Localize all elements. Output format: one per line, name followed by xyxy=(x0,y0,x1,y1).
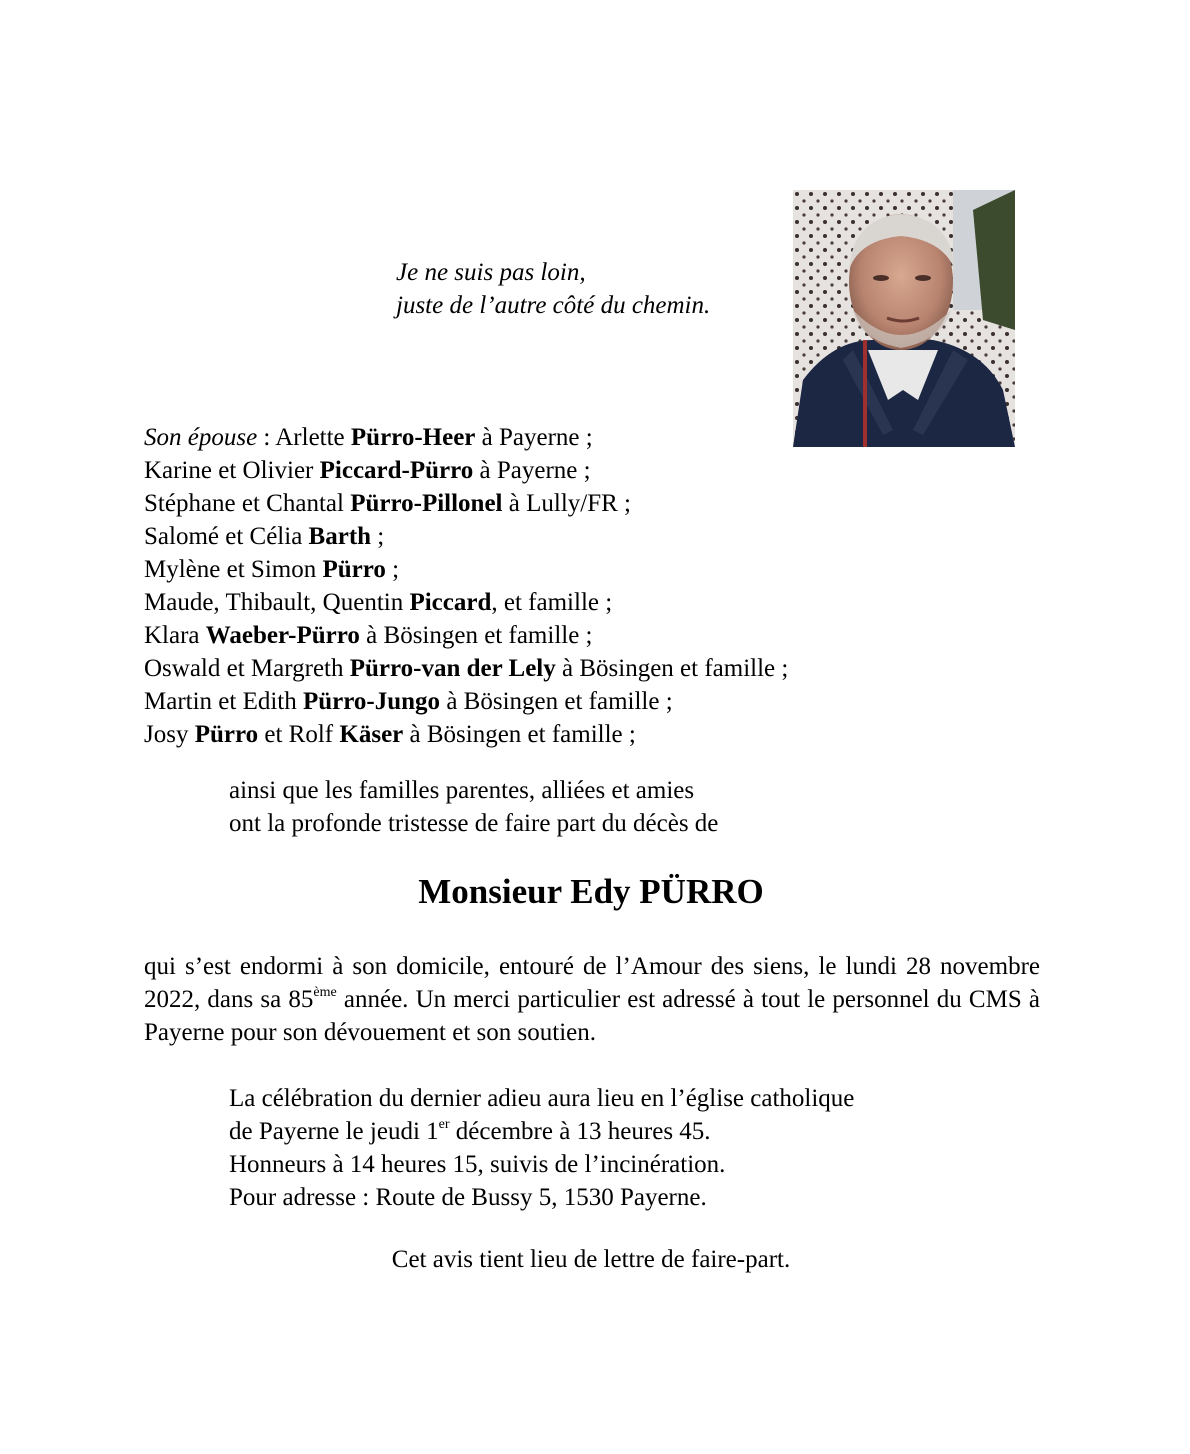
family-text: à Bösingen et famille ; xyxy=(555,655,789,682)
family-member-line xyxy=(144,652,788,685)
family-surname: Piccard-Pürro xyxy=(319,457,474,484)
ceremony-line xyxy=(229,1115,854,1148)
family-list xyxy=(144,421,788,751)
family-text: à Bösingen et famille ; xyxy=(440,688,673,715)
ceremony-line: La célébration du dernier adieu aura lieu en l’église catholique xyxy=(229,1085,855,1112)
ordinal-suffix: er xyxy=(438,1117,450,1132)
family-text: Josy xyxy=(144,721,195,748)
ceremony-address: Pour adresse : Route de Bussy 5, 1530 Payerne. xyxy=(229,1184,707,1211)
quote-line: Je ne suis pas loin, xyxy=(396,259,586,286)
paragraph-text: qui s’est endormi à son domicile, entouré de l’Amour des siens, le lundi 28 novembre 2022, dans sa 85 xyxy=(144,953,1040,1013)
family-surname: Pürro xyxy=(194,721,259,748)
family-member-line xyxy=(144,586,788,619)
family-surname: Pürro xyxy=(322,556,386,583)
family-text: Karine et Olivier xyxy=(144,457,320,484)
family-text: , et famille ; xyxy=(491,589,613,616)
family-text: à Payerne ; xyxy=(475,424,593,451)
announcement-line: ont la profonde tristesse de faire part du décès de xyxy=(229,810,719,837)
closing-note: Cet avis tient lieu de lettre de faire-part. xyxy=(391,1246,791,1273)
epigraph-quote xyxy=(396,256,710,322)
family-text: et Rolf xyxy=(258,721,340,748)
family-member-line xyxy=(144,553,788,586)
family-text: Stéphane et Chantal xyxy=(144,490,351,517)
family-member-line xyxy=(144,685,788,718)
deceased-name: Monsieur Edy PÜRRO xyxy=(418,872,764,911)
family-member-line xyxy=(144,421,788,454)
announcement xyxy=(229,774,718,840)
family-member-line xyxy=(144,454,788,487)
ceremony-text: décembre à 13 heures 45. xyxy=(449,1118,711,1145)
ordinal-suffix: ème xyxy=(313,985,337,1000)
family-text: Klara xyxy=(144,622,206,649)
family-text: : Arlette xyxy=(257,424,351,451)
ceremony-text: de Payerne le jeudi 1 xyxy=(229,1118,439,1145)
family-surname: Pürro-Jungo xyxy=(303,688,441,715)
announcement-line: ainsi que les familles parentes, alliées et amies xyxy=(229,777,695,804)
ceremony-line: Honneurs à 14 heures 15, suivis de l’incinération. xyxy=(229,1151,726,1178)
family-surname: Waeber-Pürro xyxy=(205,622,360,649)
family-member-line xyxy=(144,487,788,520)
family-text: ; xyxy=(371,523,385,550)
family-text: ; xyxy=(385,556,400,583)
family-surname: Käser xyxy=(339,721,404,748)
family-text: à Payerne ; xyxy=(473,457,591,484)
family-text: Mylène et Simon xyxy=(144,556,323,583)
family-text: à Lully/FR ; xyxy=(502,490,631,517)
family-text: Salomé et Célia xyxy=(144,523,309,550)
family-surname: Pürro-Heer xyxy=(350,424,476,451)
family-text: Maude, Thibault, Quentin xyxy=(144,589,410,616)
family-surname: Pürro-Pillonel xyxy=(350,490,503,517)
family-surname: Barth xyxy=(308,523,372,550)
family-member-line xyxy=(144,520,788,553)
quote-line: juste de l’autre côté du chemin. xyxy=(396,292,711,319)
family-member-line xyxy=(144,619,788,652)
family-text: à Bösingen et famille ; xyxy=(359,622,593,649)
family-surname: Pürro-van der Lely xyxy=(349,655,556,682)
portrait-photo xyxy=(793,190,1015,447)
family-text: Son épouse xyxy=(144,424,258,451)
family-member-line xyxy=(144,718,788,751)
ceremony-details xyxy=(229,1082,854,1214)
family-text: à Bösingen et famille ; xyxy=(403,721,636,748)
family-text: Oswald et Margreth xyxy=(144,655,350,682)
paragraph-text: année. Un merci particulier est adressé à tout le personnel du CMS à Payerne pour son dévouement et son soutien. xyxy=(144,986,1040,1046)
family-surname: Piccard xyxy=(409,589,492,616)
family-text: Martin et Edith xyxy=(144,688,303,715)
death-notice-paragraph xyxy=(144,950,1040,1049)
